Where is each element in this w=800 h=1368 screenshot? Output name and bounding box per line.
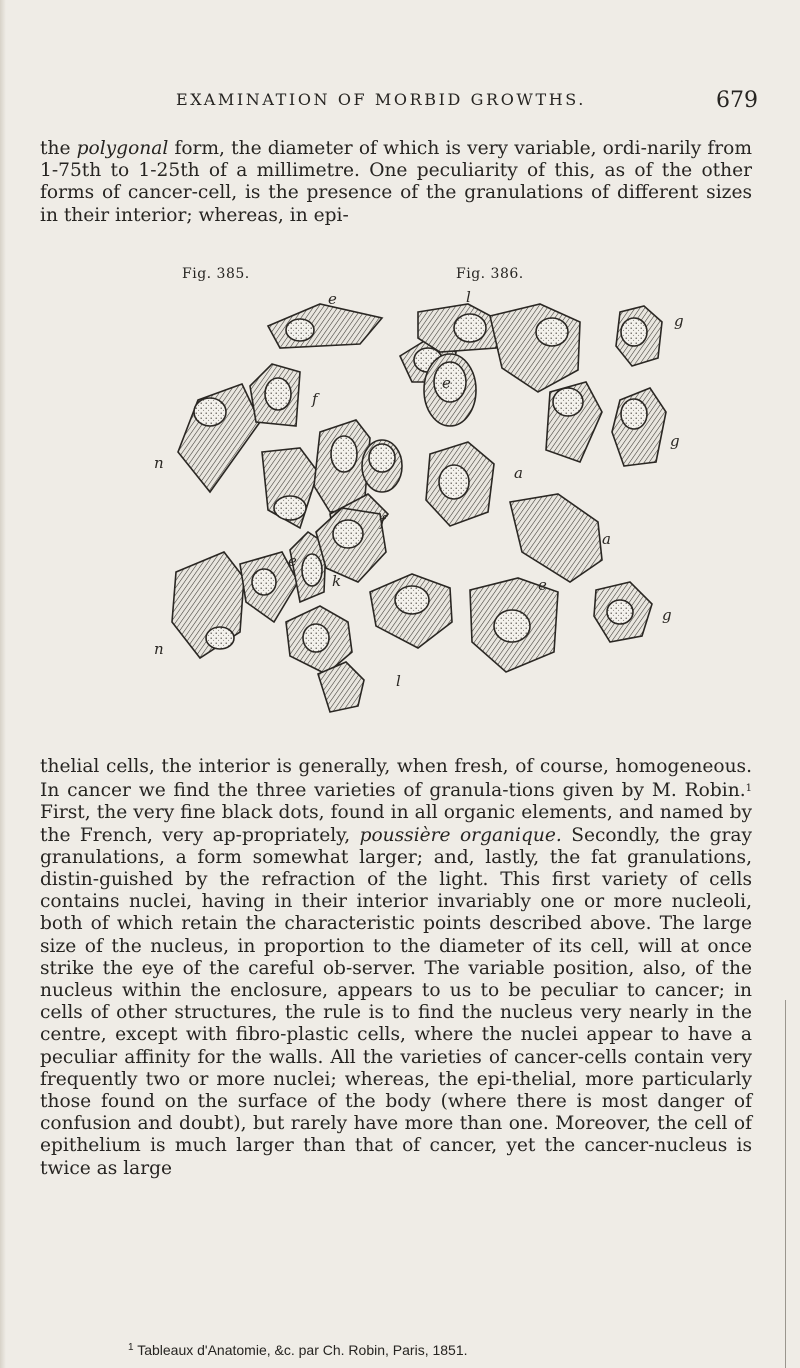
footnote-mark: 1 xyxy=(128,1342,134,1353)
label-a: a xyxy=(514,464,523,482)
figure-386-caption: Fig. 386. xyxy=(456,266,524,282)
label-l: l xyxy=(466,288,471,306)
italic-term: polygonal xyxy=(76,138,169,159)
label-e: e xyxy=(442,374,451,392)
text-segment: form, the diameter of which is very variable, ordi-narily from 1-75th to 1-25th of a millimetre. One peculiarity of this, as of the other forms of cancer-cell, is the presence of the granulations of different sizes in their interior; whereas, in epi- xyxy=(40,138,752,226)
running-head: EXAMINATION OF MORBID GROWTHS. xyxy=(176,90,586,109)
paragraph-bottom xyxy=(40,756,752,1180)
label-f: f xyxy=(312,390,318,408)
footnote-reference: 1 xyxy=(745,783,752,795)
page-margin-rule xyxy=(785,1000,786,1368)
label-f: f xyxy=(380,512,386,530)
italic-term: poussière organique. xyxy=(359,824,562,846)
label-k: k xyxy=(332,572,342,590)
footnote-text: Tableaux d'Anatomie, &c. par Ch. Robin, Paris, 1851. xyxy=(137,1342,468,1358)
label-n: n xyxy=(154,454,164,472)
footnote xyxy=(128,1342,468,1358)
paragraph-top xyxy=(40,138,752,227)
label-n: n xyxy=(154,640,164,658)
page-edge xyxy=(0,0,6,1368)
figure-386-cells xyxy=(286,304,666,712)
label-g: g xyxy=(662,606,672,624)
figure-385-caption: Fig. 385. xyxy=(182,266,250,282)
text-segment: the xyxy=(40,138,77,159)
text-segment: thelial cells, the interior is generally, when fresh, of course, homogeneous. In cancer we find the three varieties of granula-tions given by M. Robin. xyxy=(40,756,752,802)
label-e: e xyxy=(328,290,337,308)
page-number: 679 xyxy=(716,88,758,113)
label-e: e xyxy=(538,576,547,594)
label-g: g xyxy=(674,312,684,330)
text-segment: Secondly, the gray granulations, a form somewhat larger; and, lastly, the fat granulations, distin-guished by the refraction of the light. This first variety of cells contains nuclei, having in their interior invariably one or more nucleoli, both of which retain the characteristic points described above. The large size of the nucleus, in proportion to the diameter of its cell, will at once strike the eye of the careful ob-server. The variable position, also, of the nucleus within the enclosure, appears to us to be peculiar to cancer; in cells of other structures, the rule is to find the nucleus very nearly in the centre, except with fibro-plastic cells, where the nuclei appear to have a peculiar affinity for the walls. All the varieties of cancer-cells contain very frequently two or more nuclei; whereas, the epi-thelial, more particularly those found on the surface of the body (where there is most danger of confusion and doubt), but rarely have more than one. Moreover, the cell of epithelium is much larger than that of cancer, yet the cancer-nucleus is twice as large xyxy=(40,824,752,1179)
text-segment: First, the very fine black dots, found in all organic elements, and named by the French, very ap-propriately, xyxy=(40,802,752,846)
label-l: l xyxy=(396,672,401,690)
cancer-cells-illustration xyxy=(150,282,690,752)
figure-385-cells xyxy=(172,304,388,658)
label-g: g xyxy=(670,432,680,450)
label-a: a xyxy=(602,530,611,548)
label-e: e xyxy=(288,552,297,570)
